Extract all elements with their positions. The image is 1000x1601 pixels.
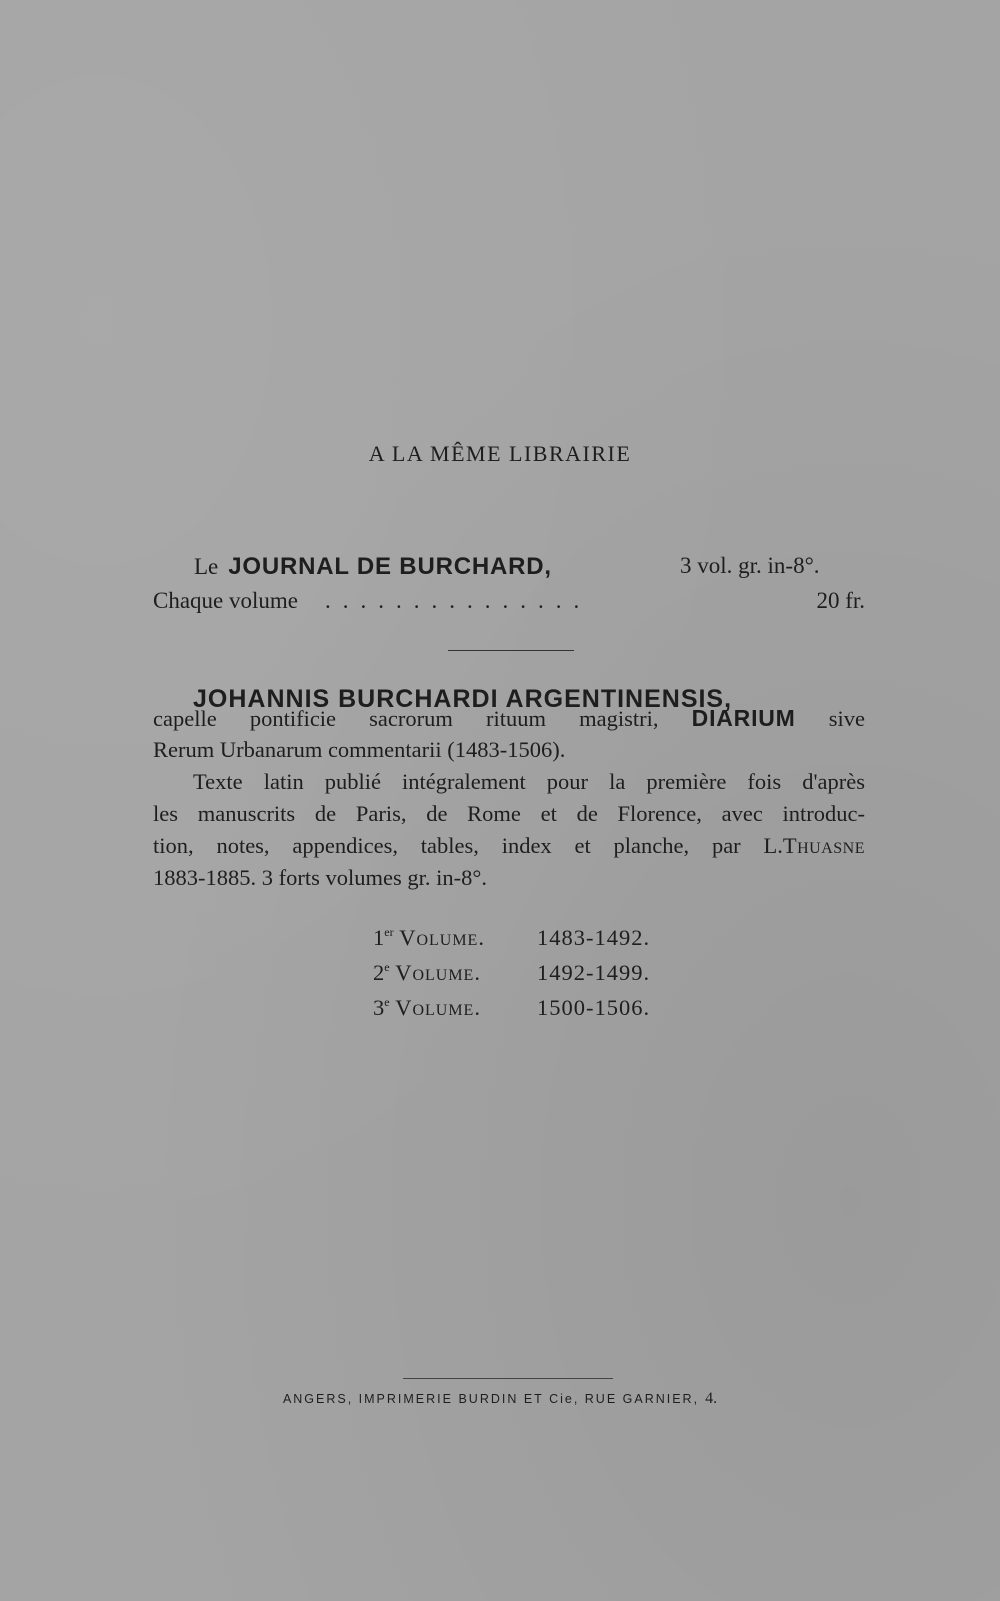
printer-imprint: ANGERS, IMPRIMERIE BURDIN ET Cie, RUE GARNIER, 4. xyxy=(282,1390,718,1407)
price-leader-dots: ............... xyxy=(325,588,592,613)
volume-row-3: 3e Volume. 1500-1506. xyxy=(373,995,651,1020)
paragraph-line-1: Texte latin publié intégralement pour la première fois d'après xyxy=(193,769,865,794)
volume-row-2: 2e Volume. 1492-1499. xyxy=(373,960,651,985)
paragraph-line-3: tion, notes, appendices, tables, index et planche, par L.Thuasne xyxy=(153,833,865,858)
price-label: Chaque volume xyxy=(153,588,298,613)
footer-rule xyxy=(403,1378,613,1379)
diarium-word: DIARIUM xyxy=(691,705,796,731)
volume-row-1: 1er Volume. 1483-1492. xyxy=(373,925,651,950)
price-value: 20 fr. xyxy=(816,588,865,613)
journal-volumes: 3 vol. gr. in-8°. xyxy=(680,553,820,578)
journal-prefix: Le xyxy=(194,554,219,579)
paragraph-line-2: les manuscrits de Paris, de Rome et de Florence, avec introduc- xyxy=(153,801,865,826)
journal-title: JOURNAL DE BURCHARD, xyxy=(228,553,552,580)
divider-rule xyxy=(448,650,574,651)
paragraph-line-4: 1883-1885. 3 forts volumes gr. in-8°. xyxy=(153,865,487,890)
section-header: A LA MÊME LIBRAIRIE xyxy=(368,441,632,466)
author-name: Thuasne xyxy=(782,833,865,858)
diarium-title: JOHANNIS BURCHARDI ARGENTINENSIS, xyxy=(193,685,733,713)
diarium-line-2: Rerum Urbanarum commentarii (1483-1506). xyxy=(153,737,566,762)
diarium-line-1: capelle pontificie sacrorum rituum magistri, DIARIUM sive xyxy=(153,705,866,731)
journal-title-line xyxy=(194,553,820,581)
